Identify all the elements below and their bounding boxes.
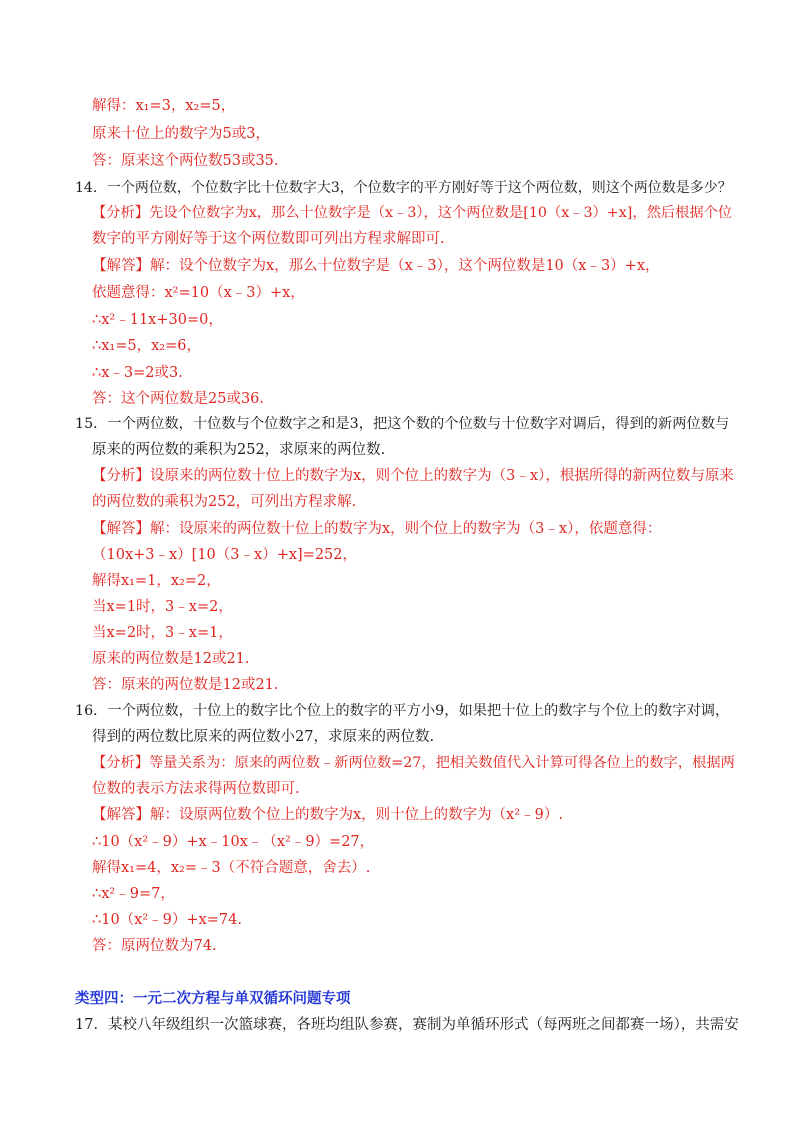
- text-line: 14．一个两位数，个位数字比十位数字大3，个位数字的平方刚好等于这个两位数，则这个两位数是多少？: [75, 180, 732, 196]
- text-line: 【解答】解：设原两位数个位上的数字为x，则十位上的数字为（x²﹣9）.: [92, 807, 563, 823]
- text-line: 答：原来的两位数是12或21.: [92, 677, 279, 693]
- text-line: ∴x₁=5，x₂=6，: [92, 338, 201, 354]
- text-line: 原来的两位数的乘积为252，求原来的两位数.: [92, 442, 386, 458]
- text-line: 15．一个两位数，十位数与个位数字之和是3，把这个数的个位数与十位数字对调后，得到的新两位数与: [75, 416, 730, 432]
- text-line: 【分析】等量关系为：原来的两位数﹣新两位数=27，把相关数值代入计算可得各位上的数字，根据两: [92, 755, 735, 771]
- text-line: 答：原两位数为74.: [92, 938, 217, 954]
- text-line: 【解答】解：设个位数字为x，那么十位数字是（x﹣3），这个两位数是10（x﹣3）+x，: [92, 258, 660, 274]
- text-line: 当x=2时，3﹣x=1，: [92, 625, 233, 641]
- text-line: 得到的两位数比原来的两位数小27，求原来的两位数.: [92, 729, 435, 745]
- section-heading: 类型四：一元二次方程与单双循环问题专项: [75, 990, 351, 1007]
- text-line: 答：原来这个两位数53或35.: [92, 153, 279, 169]
- text-line: 解得x₁=4，x₂=﹣3（不符合题意，舍去）.: [92, 860, 371, 876]
- text-line: 【分析】设原来的两位数十位上的数字为x，则个位上的数字为（3﹣x），根据所得的新两位数与原来: [92, 468, 734, 484]
- text-line: 【分析】先设个位数字为x，那么十位数字是（x﹣3），这个两位数是[10（x﹣3）+x]，然后根据个位: [92, 205, 733, 221]
- text-line: 数字的平方刚好等于这个两位数即可列出方程求解即可.: [92, 231, 445, 247]
- text-line: ∴10（x²﹣9）+x=74.: [92, 912, 242, 928]
- text-line: ∴x²﹣9=7，: [92, 886, 175, 902]
- text-line: 17．某校八年级组织一次篮球赛，各班均组队参赛，赛制为单循环形式（每两班之间都赛一场），共需安: [75, 1017, 739, 1033]
- text-line: 位数的表示方法求得两位数即可.: [92, 781, 300, 797]
- text-line: 原来的两位数是12或21.: [92, 651, 250, 667]
- text-line: （10x+3﹣x）[10（3﹣x）+x]=252，: [92, 547, 357, 563]
- text-line: 依题意得：x²=10（x﹣3）+x，: [92, 285, 305, 301]
- text-line: 解得：x₁=3，x₂=5，: [92, 98, 236, 114]
- text-line: ∴x﹣3=2或3.: [92, 365, 183, 381]
- text-line: 16．一个两位数，十位上的数字比个位上的数字的平方小9，如果把十位上的数字与个位上的数字对调，: [75, 703, 730, 719]
- text-line: ∴10（x²﹣9）+x﹣10x﹣（x²﹣9）=27，: [92, 834, 375, 850]
- text-line: 答：这个两位数是25或36.: [92, 391, 265, 407]
- text-line: 的两位数的乘积为252，可列出方程求解.: [92, 494, 357, 510]
- text-line: 【解答】解：设原来的两位数十位上的数字为x，则个位上的数字为（3﹣x），依题意得：: [92, 521, 662, 537]
- text-line: 当x=1时，3﹣x=2，: [92, 599, 233, 615]
- text-line: 原来十位上的数字为5或3，: [92, 126, 270, 142]
- text-line: 解得x₁=1，x₂=2，: [92, 573, 221, 589]
- text-line: ∴x²﹣11x+30=0，: [92, 312, 223, 328]
